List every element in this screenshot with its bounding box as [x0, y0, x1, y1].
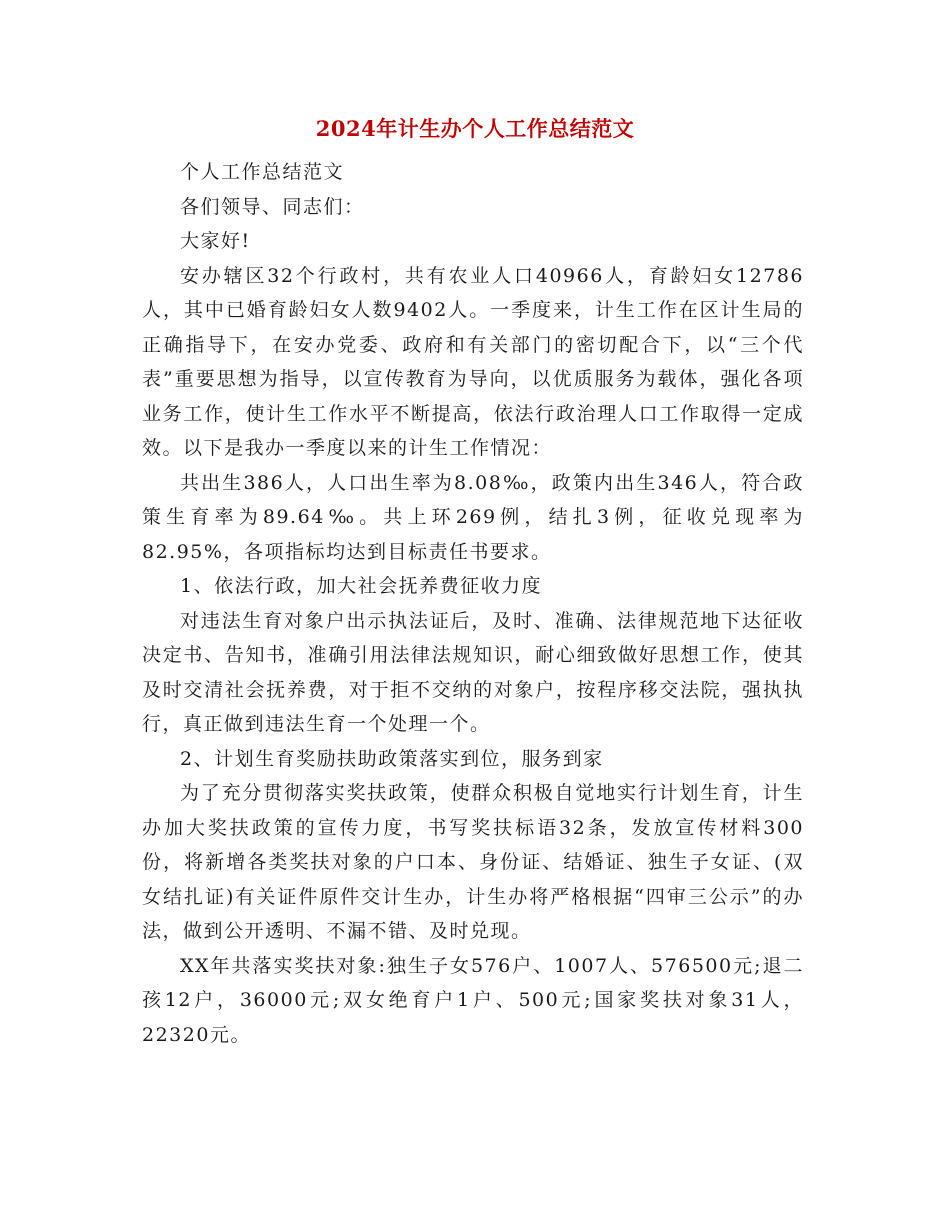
document-body	[142, 155, 804, 1052]
paragraph-rewards-summary: XX年共落实奖扶对象:独生子女576户、1007人、576500元;退二孩12户，36000元;双女绝育户1户、500元;国家奖扶对象31人，22320元。	[142, 954, 804, 1046]
paragraph-statistics: 共出生386人，人口出生率为8.08‰，政策内出生346人，符合政策生育率为89.64‰。共上环269例，结扎3例，征收兑现率为82.95%，各项指标均达到目标责任书要求。	[142, 471, 804, 563]
document-title: 2024年计生办个人工作总结范文	[315, 116, 635, 141]
paragraph-section-1: 对违法生育对象户出示执法证后，及时、准确、法律规范地下达征收决定书、告知书，准确引用法律法规知识，耐心细致做好思想工作，使其及时交清社会抚养费，对于拒不交纳的对象户，按程序移交法院，强执执行，真正做到违法生育一个处理一个。	[142, 609, 804, 735]
section-heading-1: 1、依法行政，加大社会抚养费征收力度	[180, 575, 543, 597]
paragraph-section-2: 为了充分贯彻落实奖扶政策，使群众积极自觉地实行计划生育，计生办加大奖扶政策的宣传力度，书写奖扶标语32条，发放宣传材料300份，将新增各类奖扶对象的户口本、身份证、结婚证、独生子女证、(双女结扎证)有关证件原件交计生办，计生办将严格根据“四审三公示”的办法，做到公开透明、不漏不错、及时兑现。	[142, 782, 804, 942]
paragraph-overview: 安办辖区32个行政村，共有农业人口40966人，育龄妇女12786人，其中已婚育龄妇女人数9402人。一季度来，计生工作在区计生局的正确指导下，在安办党委、政府和有关部门的密切配合下，以“三个代表”重要思想为指导，以宣传教育为导向，以优质服务为载体，强化各项业务工作，使计生工作水平不断提高，依法行政治理人口工作取得一定成效。以下是我办一季度以来的计生工作情况：	[142, 264, 804, 459]
section-heading-2: 2、计划生育奖励扶助政策落实到位，服务到家	[180, 747, 604, 770]
paragraph-heading: 个人工作总结范文	[180, 161, 345, 183]
paragraph-salutation: 各们领导、同志们：	[180, 195, 365, 218]
paragraph-greeting: 大家好!	[180, 230, 251, 252]
